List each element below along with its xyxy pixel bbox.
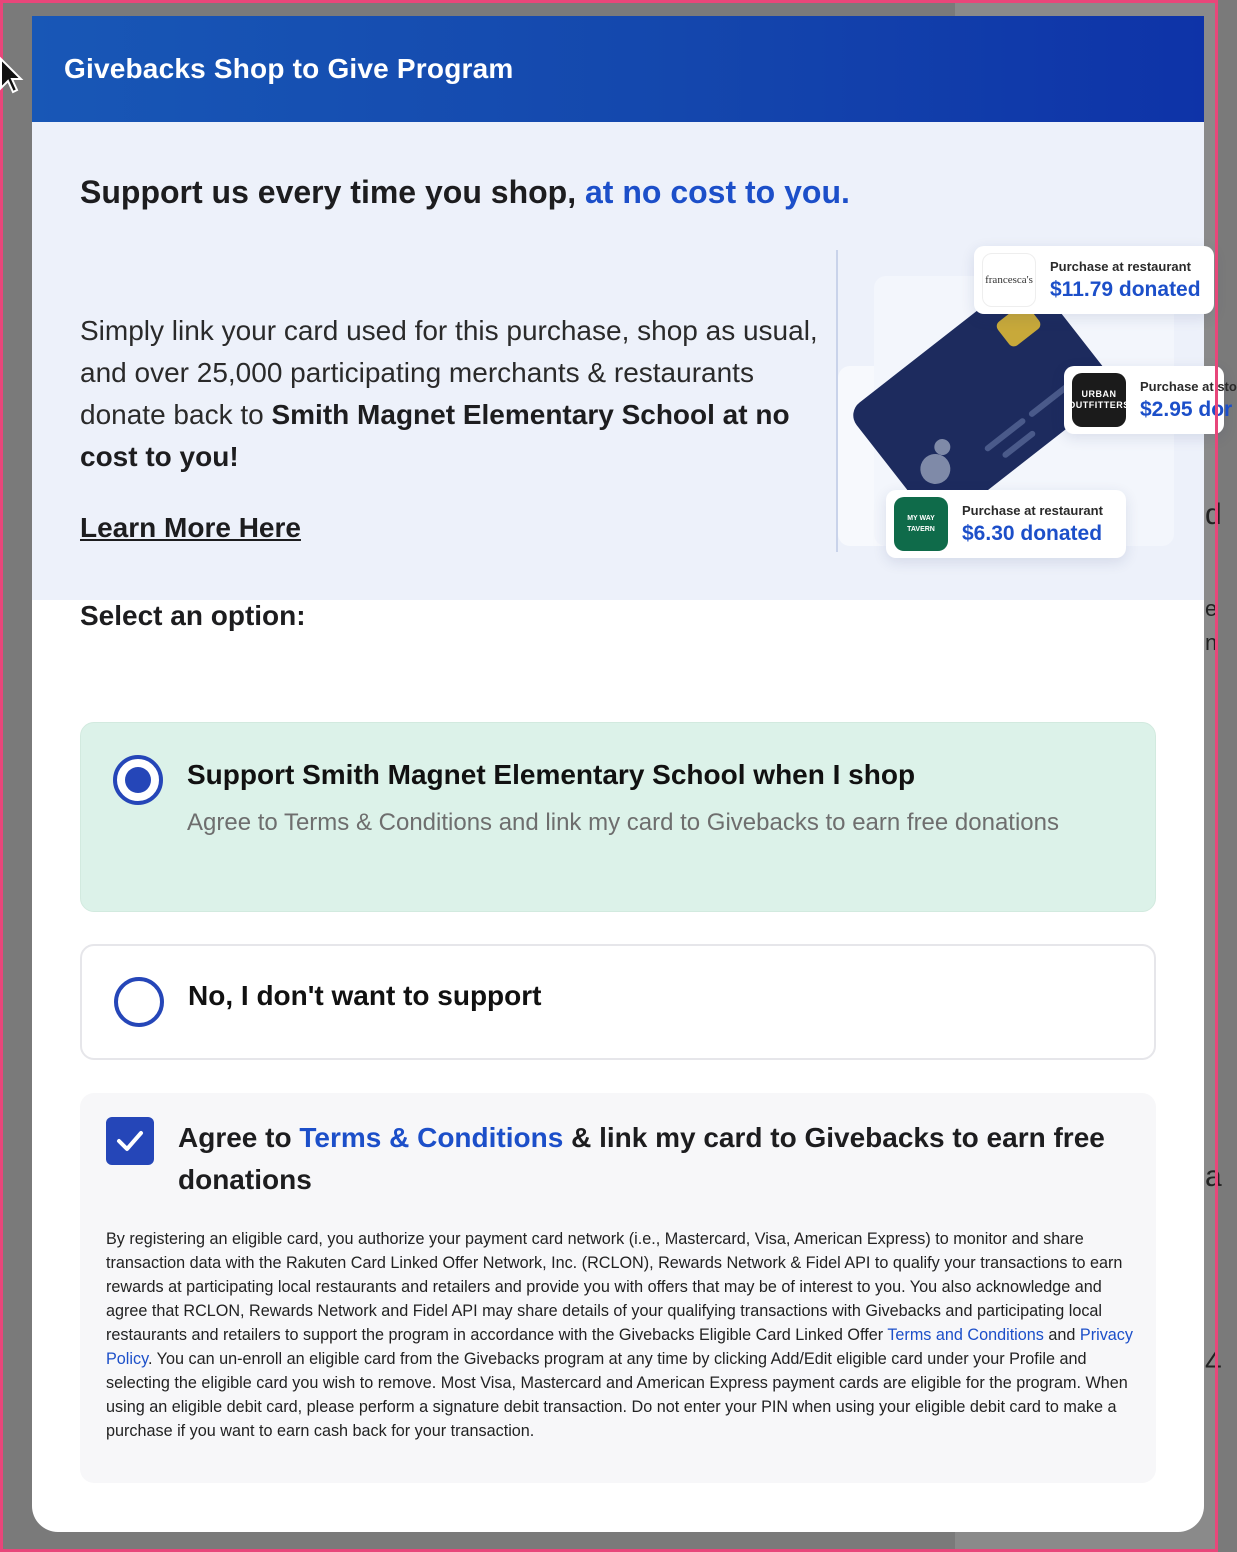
- urban-outfitters-logo-icon: URBAN OUTFITTERS: [1072, 373, 1126, 427]
- notification-amount: $2.95 dor: [1140, 397, 1233, 421]
- notification-label: Purchase at restaurant: [962, 502, 1103, 518]
- hero-description-text: Simply link your card used for this purchase, shop as usual, and over 25,000 participating merchants & restaurants donate back to: [80, 315, 818, 430]
- hero-headline-plain: Support us every time you shop,: [80, 174, 577, 210]
- notification-amount: $6.30 donated: [962, 521, 1103, 545]
- learn-more-link[interactable]: Learn More Here: [80, 512, 301, 543]
- background-text-fragment: n: [1205, 630, 1218, 655]
- options-section: [80, 600, 1156, 1440]
- agreement-title: [178, 1117, 1138, 1201]
- hero-description: [80, 310, 820, 478]
- legal-text-part1: By registering an eligible card, you authorize your payment card network (i.e., Mastercard, Visa, American Express) to monitor and share transaction data with the Rakuten Card Linked Offer Network, Inc. (RCLON), Rewards Network & Fidel API to qualify your transactions to earn rewards at participating local restaurants and retailers and provide you with offers that may be of interest to you. You also acknowledge and agree that RCLON, Rewards Network and Fidel API may share details of your qualifying transactions with Givebacks and participating local restaurants and retailers to support the program in accordance with the Givebacks Eligible Card Linked Offer: [106, 1230, 1123, 1344]
- donation-notification: [886, 490, 1126, 558]
- donation-notification: [974, 246, 1214, 314]
- modal-header: [32, 16, 1204, 122]
- privacy-policy-link[interactable]: Privacy Policy: [106, 1326, 1133, 1368]
- my-way-tavern-logo-icon: MY WAY TAVERN: [894, 497, 948, 551]
- checkmark-icon: [116, 1130, 144, 1152]
- legal-text-part2: . You can un-enroll an eligible card from the Givebacks program at any time by clicking Add/Edit eligible card under your Profile and selecting the eligible card you wish to remove. Most Visa, Mastercard and American Express payment cards are eligible for the program. When using an eligible debit card, please perform a signature debit transaction. Do not enter your PIN when using your eligible debit card to make a purchase if you want to earn cash back for your transaction.: [106, 1350, 1128, 1440]
- hero-headline: [80, 174, 850, 211]
- notification-label: Purchase at sto: [1140, 378, 1237, 394]
- option-decline-title: No, I don't want to support: [188, 980, 542, 1011]
- hero-section: [32, 122, 1237, 600]
- legal-terms-link[interactable]: Terms and Conditions: [887, 1326, 1044, 1344]
- card-dot: [914, 448, 956, 490]
- radio-unselected-icon[interactable]: [114, 977, 164, 1027]
- radio-dot: [125, 767, 151, 793]
- legal-and: and: [1048, 1326, 1076, 1344]
- mouse-cursor-icon: [0, 58, 22, 94]
- shop-to-give-modal: [32, 16, 1237, 1532]
- background-text-fragment: a: [1205, 1160, 1222, 1193]
- option-support-school[interactable]: [80, 722, 1156, 912]
- background-text-fragment: 4: [1205, 1346, 1222, 1379]
- background-text-fragment: d: [1205, 498, 1222, 531]
- terms-conditions-link[interactable]: Terms & Conditions: [299, 1122, 564, 1153]
- card-illustration: [838, 240, 1237, 570]
- option-decline[interactable]: [80, 944, 1156, 1060]
- background-text-fragment: e: [1205, 596, 1218, 621]
- option-support-title: Support Smith Magnet Elementary School when I shop: [187, 759, 916, 790]
- radio-selected-icon[interactable]: [113, 755, 163, 805]
- notification-label: Purchase at restaurant: [1050, 258, 1191, 274]
- agreement-prefix: Agree to: [178, 1122, 292, 1153]
- agreement-section: [80, 1093, 1156, 1483]
- card-stripe: [984, 417, 1027, 453]
- hero-headline-accent: at no cost to you.: [584, 174, 850, 210]
- agreement-suffix: & link my card to Givebacks to earn free donations: [178, 1122, 1105, 1195]
- modal-title: Givebacks Shop to Give Program: [64, 53, 514, 84]
- select-option-label: Select an option:: [80, 600, 306, 631]
- legal-disclaimer: [106, 1227, 1136, 1443]
- francescas-logo-icon: francesca's: [982, 253, 1036, 307]
- option-support-description: Agree to Terms & Conditions and link my card to Givebacks to earn free donations: [187, 809, 1060, 836]
- donation-notification: [1064, 366, 1237, 434]
- notification-amount: $11.79 donated: [1050, 277, 1201, 301]
- agree-checkbox[interactable]: [106, 1117, 154, 1165]
- hero-description-school: Smith Magnet Elementary School at no cost to you!: [80, 399, 790, 472]
